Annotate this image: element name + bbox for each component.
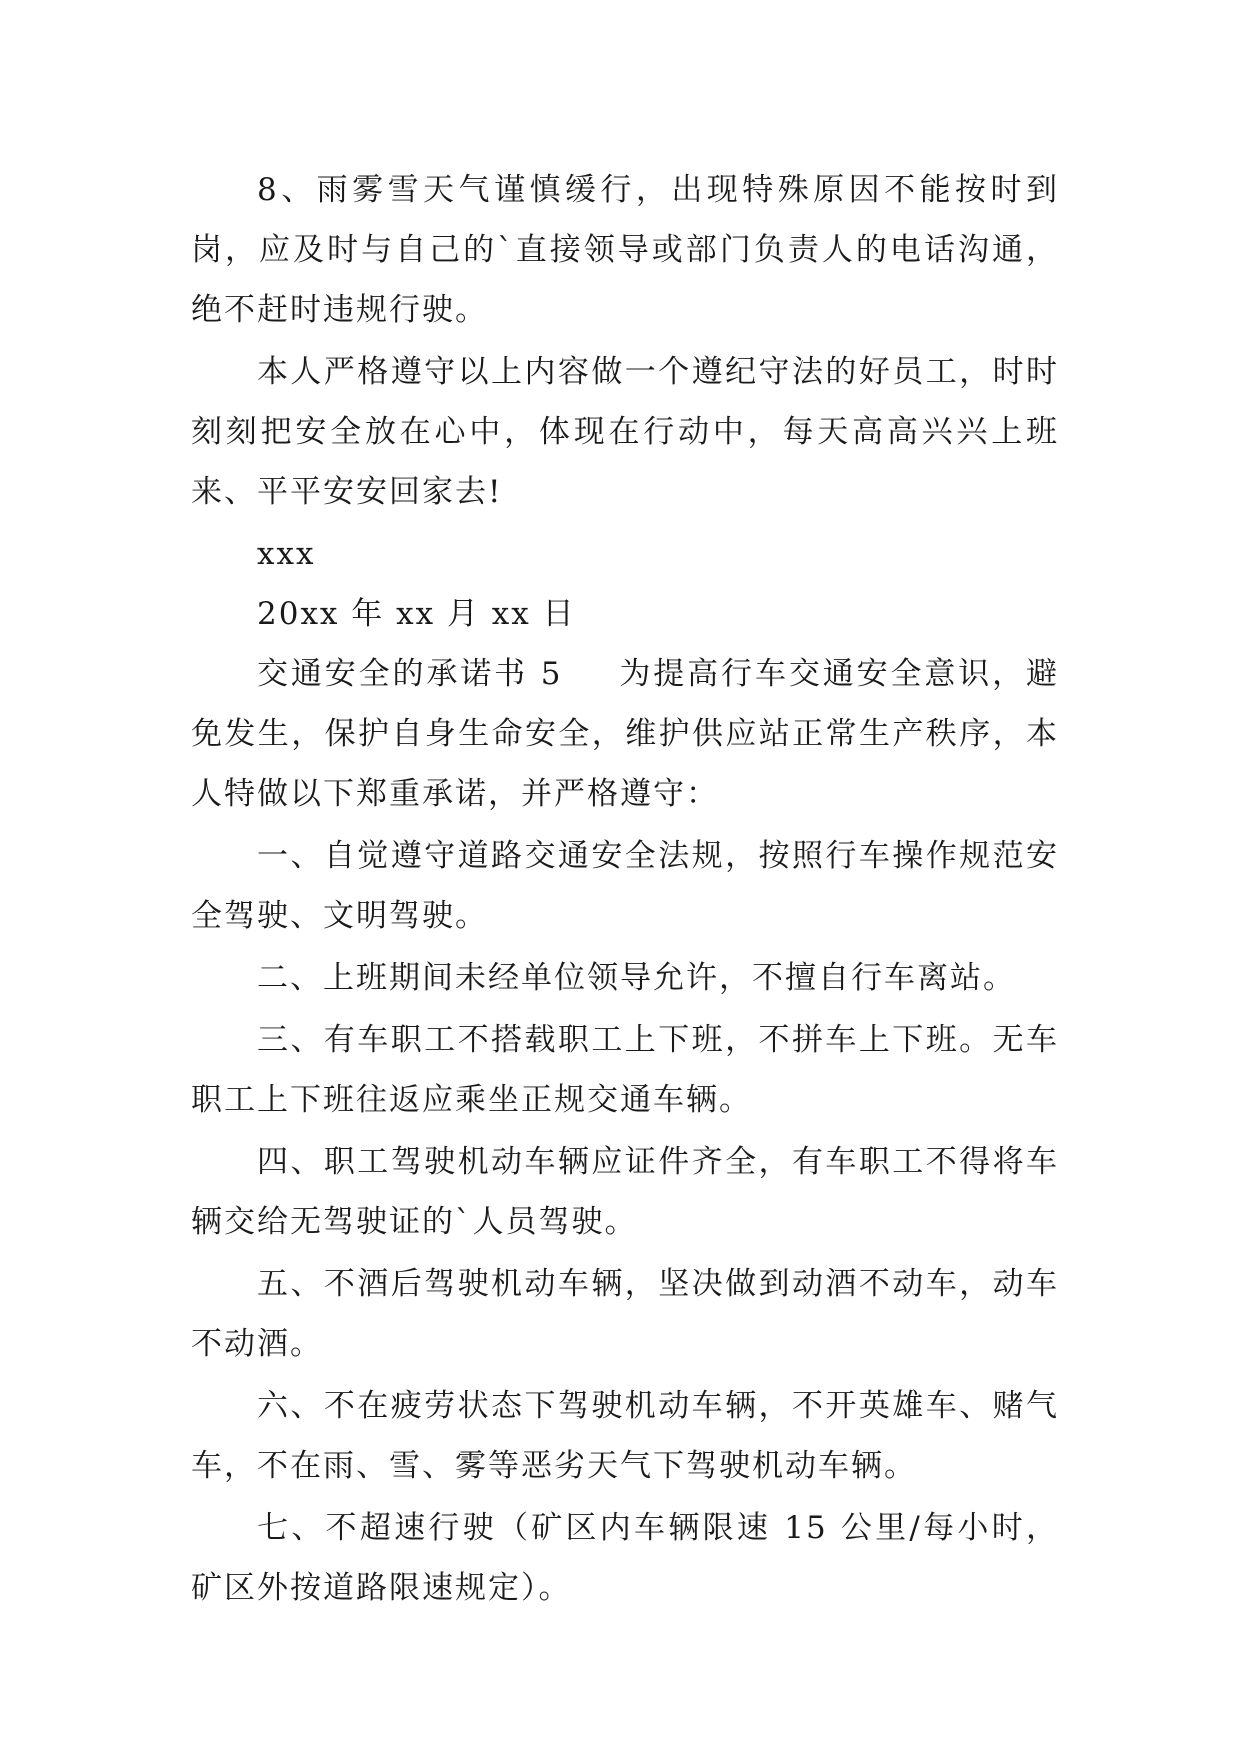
pledge-item-5: 五、不酒后驾驶机动车辆，坚决做到动酒不动车，动车不动酒。 [191,1266,1059,1362]
section-intro: 为提高行车交通安全意识，避免发生，保护自身生命安全，维护供应站正常生产秩序，本人特做以下郑重承诺，并严格遵守： [191,656,1060,812]
pledge-item-1: 一、自觉遵守道路交通安全法规，按照行车操作规范安全驾驶、文明驾驶。 [191,838,1059,934]
document-body [191,160,1059,1620]
pledge-item-4: 四、职工驾驶机动车辆应证件齐全，有车职工不得将车辆交给无驾驶证的`人员驾驶。 [191,1144,1059,1240]
section-title: 交通安全的承诺书 5 [257,656,563,692]
pledge-item-6: 六、不在疲劳状态下驾驶机动车辆，不开英雄车、赌气车，不在雨、雪、雾等恶劣天气下驾驶机动车辆。 [191,1388,1059,1484]
signature-date: 20xx 年 xx 月 xx 日 [257,596,576,632]
section-heading-paragraph [191,644,1059,824]
paragraph-rule-8: 8、雨雾雪天气谨慎缓行，出现特殊原因不能按时到岗，应及时与自己的`直接领导或部门负责人的电话沟通，绝不赶时违规行驶。 [191,172,1059,328]
pledge-item-3: 三、有车职工不搭载职工上下班，不拼车上下班。无车职工上下班往返应乘坐正规交通车辆。 [191,1022,1059,1118]
pledge-item-7: 七、不超速行驶（矿区内车辆限速 15 公里/每小时，矿区外按道路限速规定）。 [191,1510,1059,1606]
pledge-item-2: 二、上班期间未经单位领导允许，不擅自行车离站。 [257,960,1016,996]
paragraph-pledge-closing: 本人严格遵守以上内容做一个遵纪守法的好员工，时时刻刻把安全放在心中，体现在行动中，每天高高兴兴上班来、平平安安回家去! [191,354,1059,510]
signature-name: xxx [257,536,316,572]
